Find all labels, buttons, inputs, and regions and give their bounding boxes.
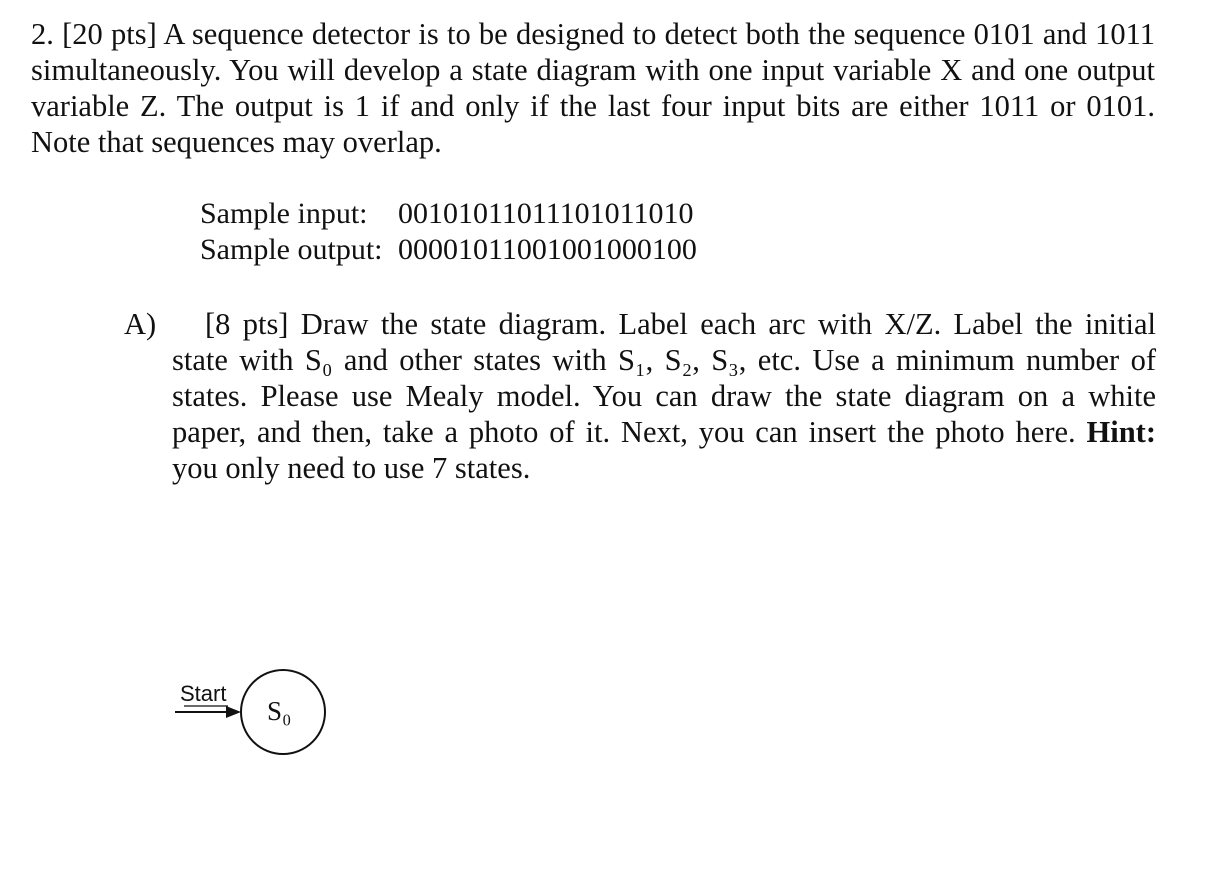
sample-output-label: Sample output:: [200, 233, 383, 266]
state-diagram: [170, 665, 340, 765]
sample-input-value: 00101011011101011010: [398, 197, 694, 230]
problem-text: [20 pts] A sequence detector is to be designed to detect both the sequence 0101 and 1011 simultaneously. You will develop a state diagram with one input variable X and one output variable Z. The output is 1 if and only if the last four input bits are either 1011 or 0101. Note that sequences may overlap.: [31, 17, 1155, 159]
problem-number: 2.: [31, 17, 54, 51]
initial-state-label: S₀: [267, 696, 292, 726]
hint-label: Hint:: [1086, 415, 1156, 449]
start-arrow-head: [226, 706, 241, 718]
state-diagram-canvas: [170, 665, 340, 765]
start-label: Start: [180, 681, 227, 706]
part-a-label: A): [124, 307, 157, 341]
part-a-instructions: [8 pts] Draw the state diagram. Label each arc with X/Z. Label the initial state with S₀ and other states with S₁, S₂, S₃, etc. Use a minimum number of states. Please use Mealy model. You can draw the state diagram on a white paper, and then, take a photo of it. Next, you can insert the photo here.: [172, 307, 1156, 449]
sample-output-value: 00001011001001000100: [398, 233, 697, 266]
part-a-text: [172, 306, 1156, 486]
sample-output-line: [200, 232, 697, 268]
hint-text: you only need to use 7 states.: [172, 451, 531, 485]
sample-input-line: [200, 196, 694, 232]
sample-input-label: Sample input:: [200, 197, 368, 230]
problem-statement: [31, 16, 1155, 160]
